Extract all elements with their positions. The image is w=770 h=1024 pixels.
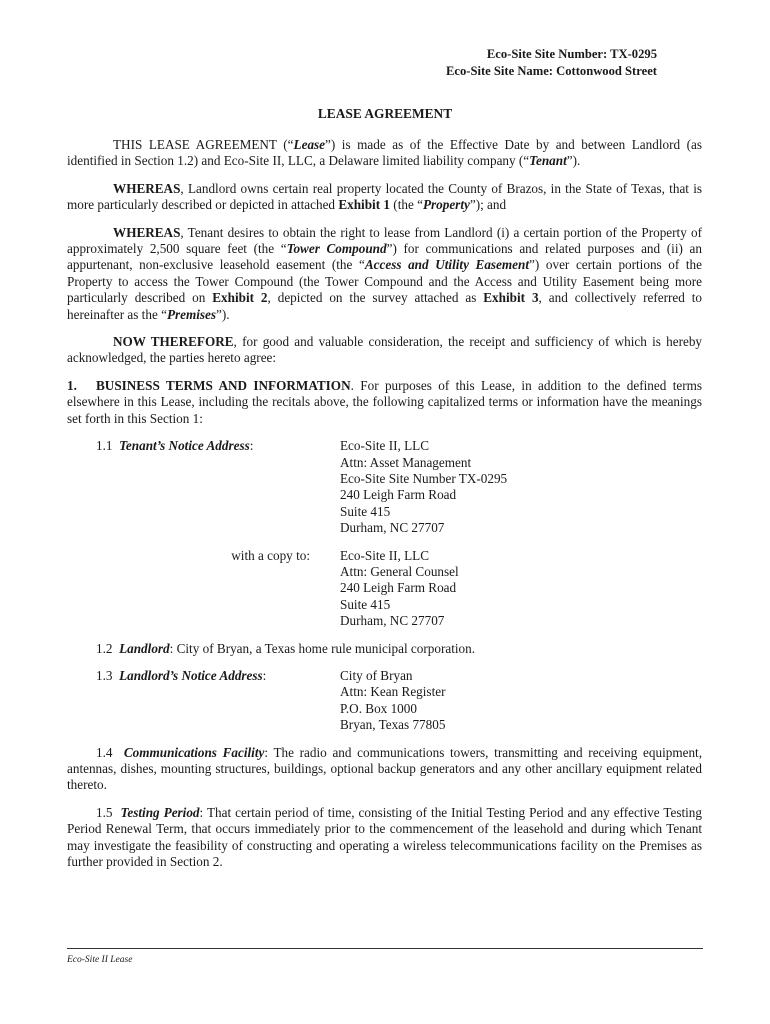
site-header (446, 46, 657, 80)
landlord-notice-address: 1.3 Landlord’s Notice Address: City of Bryan Attn: Kean Register P.O. Box 1000 Bryan, Texas 77805 (67, 668, 702, 734)
copy-to-label: with a copy to: (231, 547, 310, 563)
landlord-paragraph: 1.2 Landlord: City of Bryan, a Texas home rule municipal corporation. (96, 640, 476, 656)
document-title: LEASE AGREEMENT (317, 106, 453, 121)
now-therefore-paragraph: NOW THEREFORE, for good and valuable consideration, the receipt and sufficiency of which is hereby acknowledged, the parties hereto agree: (67, 334, 703, 366)
document-body (67, 137, 702, 881)
tenant-notice-label: Tenant’s Notice Address (119, 438, 250, 454)
site-number: Eco-Site Site Number: TX-0295 (486, 47, 657, 61)
section-1-paragraph: 1. BUSINESS TERMS AND INFORMATION. For purposes of this Lease, in addition to the defined terms elsewhere in this Lease, including the recitals above, the following capitalized terms or information have the meanings set forth in this Section 1: (67, 377, 702, 426)
footer-divider (67, 948, 703, 949)
whereas-paragraph-2: WHEREAS, Tenant desires to obtain the right to lease from Landlord (i) a certain portion of the Property of approximately 2,500 square feet (the “Tower Compound”) for communications and related purposes and (ii) an appurtenant, non-exclusive leasehold easement (the “Access and Utility Easement”) over certain portions of the Property to access the Tower Compound (the Tower Compound and the Access and Utility Easement being more particularly described on Exhibit 2, depicted on the survey attached as Exhibit 3, and collectively referred to hereinafter as the “Premises”). (67, 224, 703, 322)
landlord-notice-label: Landlord’s Notice Address (119, 667, 263, 683)
copy-address-lines: Eco-Site II, LLC Attn: General Counsel 240 Leigh Farm Road Suite 415 Durham, NC 27707 (340, 547, 459, 629)
copy-to-address (67, 548, 702, 630)
page-footer: Eco-Site II Lease (67, 955, 133, 965)
site-name: Eco-Site Site Name: Cottonwood Street (445, 64, 657, 78)
whereas-paragraph-1: WHEREAS, Landlord owns certain real property located the County of Brazos, in the State of Texas, that is more particularly described or depicted in attached Exhibit 1 (the “Property”); and (67, 180, 702, 213)
intro-paragraph: THIS LEASE AGREEMENT (“Lease”) is made as of the Effective Date by and between Landlord (as identified in Section 1.2) and Eco-Site II, LLC, a Delaware limited liability company (“Tenant”). (67, 137, 702, 169)
landlord-address-lines: City of Bryan Attn: Kean Register P.O. Box 1000 Bryan, Texas 77805 (340, 667, 446, 733)
tenant-address-lines: Eco-Site II, LLC Attn: Asset Management Eco-Site Site Number TX-0295 240 Leigh Farm Road Suite 415 Durham, NC 27707 (340, 438, 508, 536)
tenant-notice-address: 1.1 Tenant’s Notice Address: Eco-Site II, LLC Attn: Asset Management Eco-Site Site Number TX-0295 240 Leigh Farm Road Suite 415 Durham, NC 27707 (67, 438, 702, 536)
testing-period-paragraph: 1.5 Testing Period: That certain period of time, consisting of the Initial Testing Period and any effective Testing Period Renewal Term, that occurs immediately prior to the commencement of the leasehold and during which Tenant may investigate the feasibility of constructing and operating a wireless telecommunications facility on the Premises as further provided in Section 2. (67, 804, 702, 870)
communications-facility-paragraph: 1.4 Communications Facility: The radio and communications towers, transmitting and receiving equipment, antennas, dishes, mounting structures, buildings, optional backup generators and any other ancillary equipment related thereto. (67, 744, 703, 793)
